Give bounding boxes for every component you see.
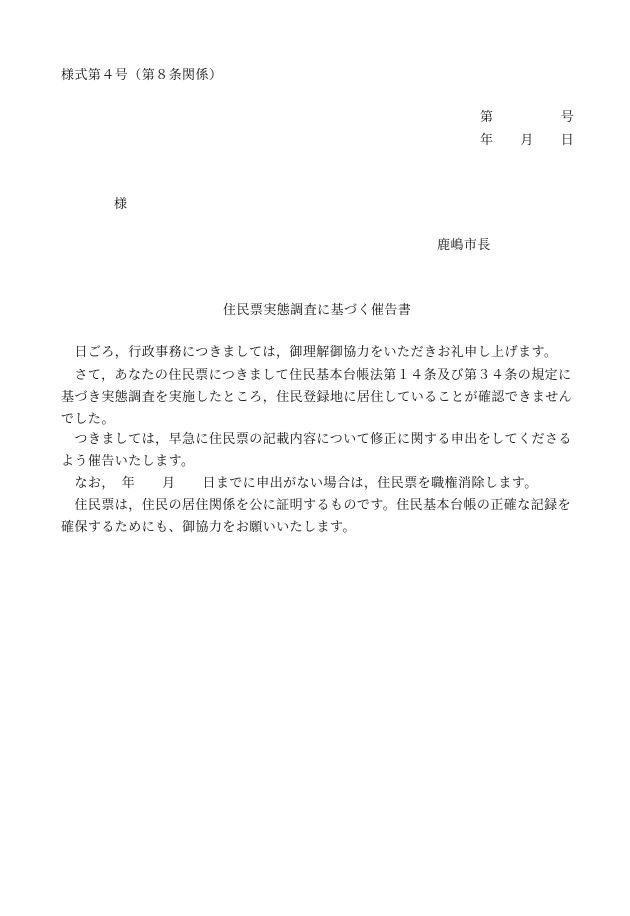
sender-name: 鹿嶋市長	[437, 238, 491, 253]
body-line: さて，あなたの住民票につきまして住民基本台帳法第１４条及び第３４条の規定に	[61, 368, 572, 383]
body-line: なお， 年 月 日までに申出がない場合は，住民票を職権消除します。	[61, 476, 538, 491]
body-line: つきましては，早急に住民票の記載内容について修正に関する申出をしてくださる	[61, 432, 572, 447]
body-line: でした。	[61, 412, 115, 427]
date-line: 年 月 日	[480, 133, 575, 148]
addressee-honorific: 様	[114, 197, 128, 212]
body-line: 住民票は，住民の居住関係を公に証明するものです。住民基本台帳の正確な記録を	[61, 498, 572, 513]
body-line: 確保するためにも、御協力をお願いいたします。	[61, 520, 356, 535]
document-number-line: 第 号	[480, 110, 575, 125]
document-title: 住民票実態調査に基づく催告書	[223, 303, 412, 318]
form-number: 様式第４号（第８条関係）	[61, 68, 223, 83]
body-line: よう催告いたします。	[61, 454, 195, 469]
body-line: 日ごろ，行政事務につきましては，御理解御協力をいただきお礼申し上げます。	[61, 345, 558, 360]
body-line: 基づき実態調査を実施したところ，住民登録地に居住していることが確認できません	[61, 390, 573, 405]
